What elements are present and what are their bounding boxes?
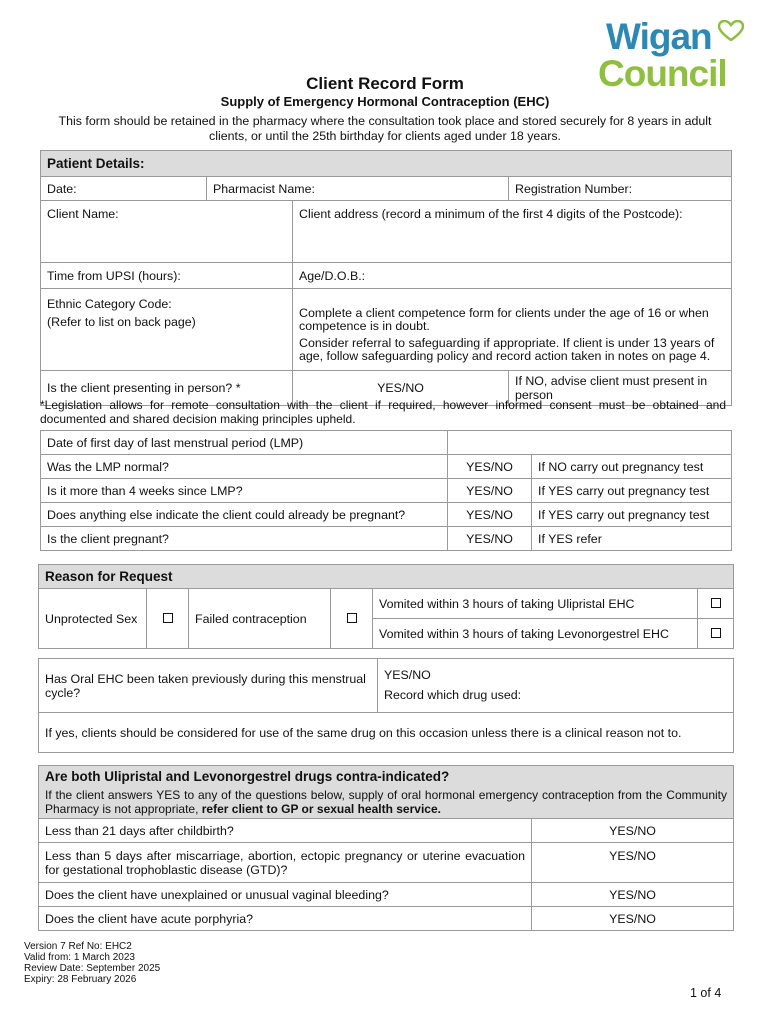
lmp-question: Is the client pregnant? (41, 527, 448, 551)
version-line: Version 7 Ref No: EHC2 (24, 941, 132, 952)
contraindication-answer[interactable]: YES/NO (532, 843, 734, 883)
lmp-answer[interactable]: YES/NO (448, 455, 532, 479)
page-subtitle: Supply of Emergency Hormonal Contraception (EHC) (220, 94, 550, 109)
vomited-levonorgestrel-checkbox-cell[interactable] (698, 619, 734, 649)
failed-contraception-checkbox-cell[interactable] (331, 589, 373, 649)
competence-cell (293, 289, 732, 371)
lmp-answer[interactable]: YES/NO (448, 503, 532, 527)
vomited-ulipristal-label: Vomited within 3 hours of taking Ulipristal EHC (373, 589, 698, 619)
client-name-field[interactable]: Client Name: (41, 201, 293, 263)
contraindication-question: Does the client have unexplained or unusual vaginal bleeding? (39, 883, 532, 907)
contraindication-table (38, 765, 734, 931)
contraindication-question: Less than 5 days after miscarriage, abortion, ectopic pregnancy or uterine evacuation for gestational trophoblastic disease (GTD)? (39, 843, 532, 883)
oral-ehc-answer-cell[interactable] (378, 659, 734, 713)
ethnic-code-label: Ethnic Category Code: (47, 297, 172, 311)
lmp-question: Is it more than 4 weeks since LMP? (41, 479, 448, 503)
lmp-table (40, 430, 732, 551)
lmp-action: If NO carry out pregnancy test (532, 455, 732, 479)
registration-number-field[interactable]: Registration Number: (509, 177, 732, 201)
page-number: 1 of 4 (690, 986, 722, 1000)
ethnic-code-field[interactable] (41, 289, 293, 371)
reason-table (38, 564, 734, 649)
version-footer (24, 941, 160, 985)
in-person-note: If NO, advise client must present in person (509, 371, 732, 406)
contraindication-header-cell (39, 766, 734, 819)
contraindication-answer[interactable]: YES/NO (532, 819, 734, 843)
legislation-note: *Legislation allows for remote consultation with the client if required, however informed consent must be obtained and documented and shared decision making principles upheld. (40, 398, 726, 426)
age-dob-field[interactable]: Age/D.O.B.: (293, 263, 732, 289)
reason-header: Reason for Request (39, 565, 734, 589)
contraindication-answer[interactable]: YES/NO (532, 907, 734, 931)
in-person-question: Is the client presenting in person? * (41, 371, 293, 406)
oral-ehc-question: Has Oral EHC been taken previously during this menstrual cycle? (39, 659, 378, 713)
oral-ehc-drug-field[interactable]: Record which drug used: (384, 688, 522, 702)
vomited-levonorgestrel-label: Vomited within 3 hours of taking Levonorgestrel EHC (373, 619, 698, 649)
competence-note: Complete a client competence form for clients under the age of 16 or when competence is in doubt. (299, 306, 709, 333)
valid-from-line: Valid from: 1 March 2023 (24, 952, 135, 963)
oral-ehc-note: If yes, clients should be considered for use of the same drug on this occasion unless there is a clinical reason not to. (39, 713, 734, 753)
page-title: Client Record Form (306, 74, 464, 93)
oral-ehc-yesno[interactable]: YES/NO (384, 668, 431, 682)
ethnic-code-hint: (Refer to list on back page) (47, 315, 196, 329)
failed-contraception-label: Failed contraception (189, 589, 331, 649)
date-field[interactable]: Date: (41, 177, 207, 201)
client-address-field[interactable]: Client address (record a minimum of the first 4 digits of the Postcode): (293, 201, 732, 263)
review-date-line: Review Date: September 2025 (24, 963, 161, 974)
vomited-ulipristal-checkbox[interactable] (711, 598, 721, 608)
oral-ehc-table (38, 658, 734, 753)
upsi-time-field[interactable]: Time from UPSI (hours): (41, 263, 293, 289)
unprotected-sex-checkbox-cell[interactable] (147, 589, 189, 649)
lmp-action: If YES carry out pregnancy test (532, 503, 732, 527)
lmp-question: Does anything else indicate the client could already be pregnant? (41, 503, 448, 527)
vomited-levonorgestrel-checkbox[interactable] (711, 628, 721, 638)
contraindication-question: Less than 21 days after childbirth? (39, 819, 532, 843)
vomited-ulipristal-checkbox-cell[interactable] (698, 589, 734, 619)
contraindication-header: Are both Ulipristal and Levonorgestrel drugs contra-indicated? (45, 769, 450, 784)
heart-icon (718, 20, 744, 42)
lmp-action: If YES refer (532, 527, 732, 551)
intro-text: This form should be retained in the pharmacy where the consultation took place and stored securely for 8 years in adult clients, or until the 25th birthday for clients aged under 18 years. (58, 114, 712, 143)
referral-instruction: refer client to GP or sexual health service. (201, 802, 441, 816)
lmp-first-day-field[interactable] (448, 431, 732, 455)
expiry-line: Expiry: 28 February 2026 (24, 974, 137, 985)
lmp-answer[interactable]: YES/NO (448, 479, 532, 503)
in-person-answer[interactable]: YES/NO (293, 371, 509, 406)
pharmacist-name-field[interactable]: Pharmacist Name: (207, 177, 509, 201)
patient-details-table (40, 150, 732, 406)
lmp-answer[interactable]: YES/NO (448, 527, 532, 551)
lmp-first-day-label: Date of first day of last menstrual period (LMP) (41, 431, 448, 455)
contraindication-question: Does the client have acute porphyria? (39, 907, 532, 931)
failed-contraception-checkbox[interactable] (347, 613, 357, 623)
patient-details-header: Patient Details: (41, 151, 732, 177)
logo-line2: Council (598, 53, 727, 94)
lmp-question: Was the LMP normal? (41, 455, 448, 479)
lmp-action: If YES carry out pregnancy test (532, 479, 732, 503)
unprotected-sex-checkbox[interactable] (163, 613, 173, 623)
logo-line1: Wigan (606, 16, 712, 57)
unprotected-sex-label: Unprotected Sex (39, 589, 147, 649)
contraindication-intro (45, 788, 727, 816)
contraindication-answer[interactable]: YES/NO (532, 883, 734, 907)
contraindication-intro-text: If the client answers YES to any of the questions below, supply of oral hormonal emergency contraception from the Community Pharmacy is not appropriate, (45, 788, 727, 816)
safeguarding-note: Consider referral to safeguarding if appropriate. If client is under 13 years of age, follow safeguarding policy and record action taken in notes on page 4. (299, 336, 715, 363)
